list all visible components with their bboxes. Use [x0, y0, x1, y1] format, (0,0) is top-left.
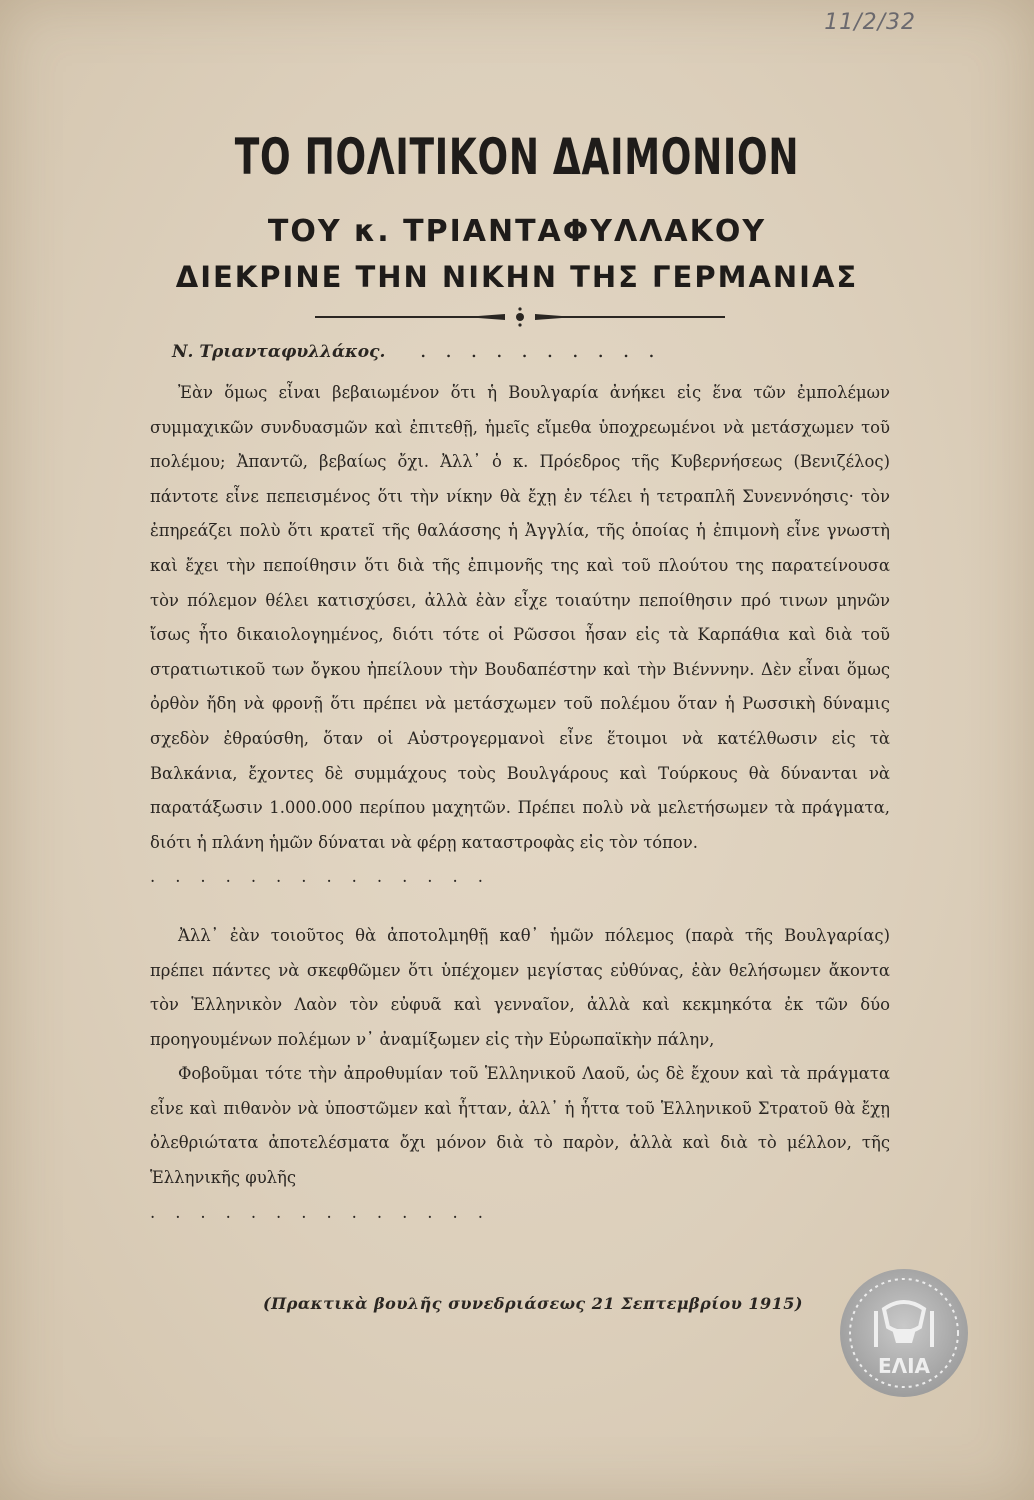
paragraph-1: Ἐὰν ὅμως εἶναι βεβαιωμένον ὅτι ἡ Βουλγαρία ἀνήκει εἰς ἕνα τῶν ἐμπολέμων συμμαχικῶν συνδυασμῶν καὶ ἐπιτεθῇ, ἡμεῖς εἴμεθα ὑποχρεωμένοι νὰ μετάσχωμεν τοῦ πολέμου; Ἀπαντῶ, βεβαίως ὄχι. Ἀλλ᾽ ὁ κ. Πρόεδρος τῆς Κυβερνήσεως (Βενιζέλος) πάντοτε εἶνε πεπεισμένος ὅτι τὴν νίκην θὰ ἔχῃ ἐν τέλει ἡ τετραπλῆ Συνεννόησις· τὸν ἐπηρεάζει πολὺ ὅτι κρατεῖ τῆς θαλάσσης ἡ Ἀγγλία, τῆς ὁποίας ἡ ἐπιμονὴ εἶνε γνωστὴ καὶ ἔχει τὴν πεποίθησιν ὅτι διὰ τῆς ἐπιμονῆς της καὶ τοῦ πλούτου της παρατείνουσα τὸν πόλεμον θέλει κατισχύσει, ἀλλὰ ἐὰν εἶχε τοιαύτην πεποίθησιν πρό τινων μηνῶν ἴσως ἦτο δικαιολογημένος, διότι τότε οἱ Ρῶσσοι ἦσαν εἰς τὰ Καρπάθια καὶ διὰ τοῦ στρατιωτικοῦ των ὄγκου ἠπείλουν τὴν Βουδαπέστην καὶ τὴν Βιένννην. Δὲν εἶναι ὅμως ὀρθὸν ἤδη νὰ φρονῇ ὅτι πρέπει νὰ μετάσχωμεν τοῦ πολέμου ὅταν ἡ Ρωσσικὴ δύναμις σχεδὸν ἐθραύσθη, ὅταν οἱ Αὐστρογερμανοὶ εἶνε ἕτοιμοι νὰ κατέλθωσιν εἰς τὰ Βαλκάνια, ἔχοντες δὲ συμμάχους τοὺς Βουλγάρους καὶ Τούρκους θὰ δύνανται νὰ παρατάξωσιν 1.000.000 περίπου μαχητῶν. Πρέπει πολὺ νὰ μελετήσωμεν τὰ πράγματα, διότι ἡ πλάνη ἡμῶν δύναται νὰ φέρῃ καταστροφὰς εἰς τὸν τόπον.	[150, 383, 890, 852]
ellipsis-line: ..............	[150, 867, 503, 887]
stamp-label: ΕΛΙΑ	[877, 1354, 931, 1378]
paragraph-2: Ἀλλ᾽ ἐὰν τοιοῦτος θὰ ἀποτολμηθῇ καθ᾽ ἡμῶν πόλεμος (παρὰ τῆς Βουλγαρίας) πρέπει πάντες νὰ σκεφθῶμεν ὅτι ὑπέχομεν μεγίστας εὐθύνας, ἐὰν θελήσωμεν ἄκοντα τὸν Ἑλληνικὸν Λαὸν τὸν εὐφυᾶ καὶ γενναῖον, ἀλλὰ καὶ κεκμηκότα ἐκ τῶν δύο προηγουμένων πολέμων ν᾽ ἀναμίξωμεν εἰς τὴν Εὐρωπαϊκὴν πάλην,	[150, 925, 890, 1049]
subtitle-line-1: ΤΟΥ κ. ΤΡΙΑΝΤΑΦΥΛΛΑΚΟΥ	[267, 214, 767, 249]
speaker-name: Ν. Τριανταφυλλάκος.	[172, 342, 386, 362]
ornamental-divider	[315, 304, 725, 330]
page-title: ΤΟ ΠΟΛΙΤΙΚΟΝ ΔΑΙΜΟΝΙΟΝ	[234, 128, 800, 186]
archive-stamp	[836, 1265, 972, 1401]
ellipsis-line-end: ..............	[150, 1202, 503, 1222]
archive-reference: 11/2/32	[824, 10, 916, 35]
source-citation: (Πρακτικὰ βουλῆς συνεδριάσεως 21 Σεπτεμβρίου 1915)	[263, 1294, 803, 1313]
ellipsis: ..........	[420, 338, 674, 362]
paragraph-3: Φοβοῦμαι τότε τὴν ἀπροθυμίαν τοῦ Ἑλληνικοῦ Λαοῦ, ὡς δὲ ἔχουν καὶ τὰ πράγματα εἶνε καὶ πιθανὸν νὰ ὑποστῶμεν καὶ ἧτταν, ἀλλ᾽ ἡ ἧττα τοῦ Ἑλληνικοῦ Στρατοῦ θὰ ἔχῃ ὀλεθριώτατα ἀποτελέσματα ὄχι μόνον διὰ τὸ παρὸν, ἀλλὰ καὶ διὰ τὸ μέλλον, τῆς Ἑλληνικῆς φυλῆς	[150, 1064, 890, 1188]
speech-text	[150, 376, 890, 1230]
subtitle-line-2: ΔΙΕΚΡΙΝΕ ΤΗΝ ΝΙΚΗΝ ΤΗΣ ΓΕΡΜΑΝΙΑΣ	[175, 260, 859, 294]
